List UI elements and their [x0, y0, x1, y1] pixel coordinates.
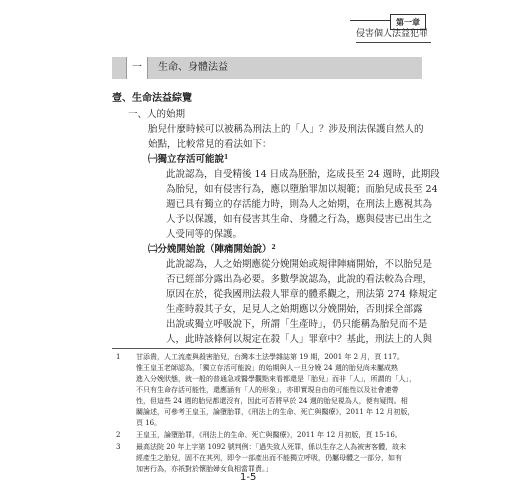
header-rule [350, 20, 390, 21]
footnote-line: 關論述，可參考王皇玉，論墮胎罪，《刑法上的生命、死亡與醫療》，2011 年 12 月初版， [136, 408, 415, 416]
intro-line: 始點，比較常見的看法如下： [148, 139, 272, 150]
header-underline [356, 42, 431, 43]
footnote-line: 惟王皇玉老師認為，「獨立存活可能說」的始期與人一旦分娩 24 週的胎兒尚未屬成熟 [136, 364, 398, 372]
footnote-line: 性，但這些 24 週的胎兒都還沒有，因此可否將早於 24 週的胎兒視為人，便有疑問。相 [136, 397, 408, 405]
theory-title: ㈠獨立存活可能說$^1$ [148, 154, 229, 165]
section-number: 一 [126, 57, 148, 79]
intro-line: 胎兒什麼時候可以被稱為刑法上的「人」？涉及刑法保護自然人的 [148, 124, 424, 135]
theory-line: 人受同等的保護。 [166, 229, 243, 240]
footnote-number: 1 [116, 353, 121, 361]
theory-line: 此說認為，人之始期應從分娩開始或規律陣痛開始，不以胎兒是 [166, 259, 433, 270]
main-heading: 壹、生命法益綜覽 [112, 93, 192, 104]
chapter-label: 第一章 [390, 14, 426, 30]
footnote-line: 最高法院 20 年上字第 1092 號判例：「過失致人死罪，係以生存之人為被害客體，故未 [136, 443, 407, 451]
theory-line: 人，此時該條何以規定在殺「人」罪章中？基此，刑法上的人與 [166, 334, 433, 345]
footnote-ref: 2 [271, 244, 276, 251]
theory-line: 否已經部分露出為必要。多數學說認為，此說的看法較為合理， [166, 274, 433, 285]
footnote-number: 2 [116, 431, 121, 439]
footnote-line: 甘添貴，人工流產與殺害胎兒，台灣本土法學雜誌第 19 期，2001 年 2 月，頁 117。 [136, 353, 404, 361]
theory-line: 出說或獨立呼吸說下，所謂「生產時」，仍只能稱為胎兒而不是 [166, 319, 428, 330]
footnote-divider [112, 348, 262, 349]
theory-line: 人予以保護，如有侵害其生命、身體之行為，應與侵害已出生之 [166, 214, 433, 225]
theory-line: 原因在於，從我國刑法殺人罪章的體系觀之，刑法第 274 條規定 [166, 289, 438, 300]
footnote-ref: 1 [224, 154, 229, 161]
theory-title: ㈡分娩開始說（陣痛開始說）$^2$ [148, 244, 276, 255]
theory-line: 生產時殺其子女，足見人之始期應以分娩開始，否則採全部露 [166, 304, 423, 315]
running-header-subtitle: 侵害個人法益犯罪 [356, 29, 429, 39]
footnote-line: 進入分娩狀態，就一般的普通急或醫學觀點來看都還是「胎兒」而非「人」，所謂的「人」， [136, 375, 416, 383]
footnote-line: 加害行為，亦祇對於懷胎婦女負相當罪責。」 [136, 465, 273, 473]
footnote-line: 頁 16。 [136, 419, 162, 427]
footnote-line: 經產生之胎兒，固不在其列，即令一部產出而不能獨立呼吸，仍屬母體之一部分，如有 [136, 454, 402, 462]
theory-line: 此說認為，自受精後 14 日成為胚胎，迄成長至 24 週時，此期段 [166, 169, 440, 180]
footnote-number: 3 [116, 443, 121, 451]
subheading: 一、人的始期 [128, 109, 186, 120]
section-title: 生命、身體法益 [158, 62, 228, 73]
footnote-line: 王皇玉，論墮胎罪，《刑法上的生命、死亡與醫療》，2011 年 12 月初版，頁 15-16。 [136, 431, 402, 439]
page-number: 1-5 [240, 472, 257, 483]
theory-line: 為胎兒，如有侵害行為，應以墮胎罪加以規範；而胎兒成長至 24 [166, 184, 438, 195]
footnote-line: 不只有生命存活可能性，還應涵有「人的形象」，亦即實現自由的可能性以及社會連帶 [136, 386, 399, 394]
theory-line: 週已具有獨立的存活能力時，則為人之始期，在刑法上應視其為 [166, 199, 433, 210]
